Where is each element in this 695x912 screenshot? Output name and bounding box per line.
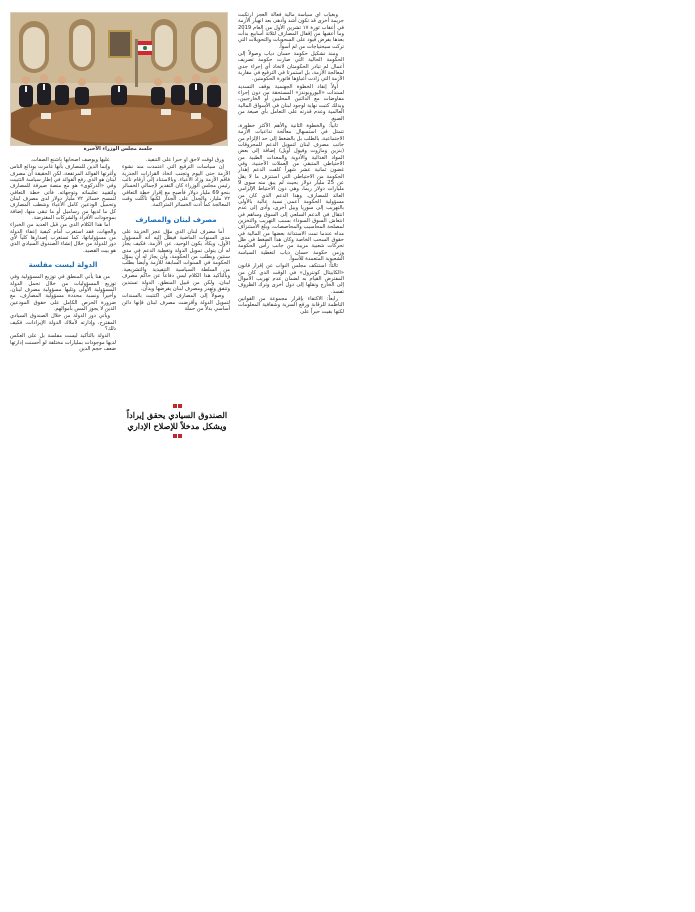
paragraph: ومنذ تشكيل حكومة حسان دياب وصولاً إلى الحكومة الحالية التي صارت حكومة تصريف أعمال لم تبادر الحكومتان لاتخاذ أي إجراء جدي لمعالجة الأزمة، بل استمرتا في الترقيع في مقاربة الأزمة التي زادت أعباؤها فاتورة الحكومتين. <box>238 51 344 83</box>
meeting-photo-illustration <box>11 13 227 145</box>
section-subheading: الدولة ليست مفلسة <box>28 261 98 270</box>
paragraph: أولاً إنقاذ الخطوة الجهنمية بوقف التسديد لسندات «اليوروبوندز» المستحقة من دون إجراء مفاوضات مع الدائنين المحليين أو الخارجيين، وبذلك كتبت نهاية لوجود لبنان في الأسواق المالية العالمية وعدم قدرته على التعامل بأي صيغة من الصيغ. <box>238 83 344 122</box>
article-column-left <box>10 157 116 457</box>
paragraph: عليها ويوصف أصحابها بأشنع الصفات. <box>30 157 110 163</box>
paragraph: أما هذا الكلام الذي من قبل العديد من الخبراء والجهات، فقد استغرب أمام كيفية إعفاء الدولة من مسؤولياتها، كما تستغرب إصدارها كلياً لأي دور للدولة من خلال إنشاء الصندوق السيادي الذي هو بيت القصيد. <box>10 222 116 254</box>
paragraph: ويأتي دور الدولة من خلال الصندوق السيادي المقترح، وإدارته لأملاك الدولة الإيرادات، فكيف ذلك؟ <box>10 313 116 332</box>
section-subheading: مصرف لبنان والمصارف <box>135 215 217 224</box>
paragraph: أما مصرف لبنان الذي موّل عجز الخزينة على مدى السنوات الماضية فيظل إليه أنه المسؤول الأول، ويكاد يكون الوحيد، عن الأزمة، فكيف يجاز له أن يتولى تمويل الدولة وتغطية الدعم في مدى سنتين وبطلب من الحكومة، وأن يجاز له أن يموّل الحكومة في السنوات السابقة للأزمة وأيضاً بطلب من السلطة السياسية التنفيذية والتشريعية. وبالتأكيد هذا الكلام ليس دفاعاً عن حاكم مصرف لبنان، ولكن من قبيل المنطق. الدولة تستدين وتنفق وتهدر ومصرف لبنان يقرضها ويدان. <box>122 228 230 292</box>
paragraph: ورق لوقت لاحق أو حبراً على التنفيذ. <box>145 157 224 163</box>
paragraph: وبغياب أي سياسة مالية فعالة العجز ارتكبت جريمة أخرى قد تكون أشد وأدهى بعد انهيار الأزمة في أعقاب ثورة ١٧ تشرين الأول من العام 2019 وما أعقبها من إقفال المصارف لثلاثة أسابيع بدأت بعدها بفرض قيود على السحوبات والتحويلات التي تركت سيحتياجات من لم أسوأ. <box>238 12 344 50</box>
paragraph: وصولاً إلى المصارف التي اكتتبت بالسندات لتمويل الدولة وأقرضت مصرف لبنان فإنها دائن أساسي بدلاً من حملة <box>122 293 230 312</box>
paragraph: ثانياً: والخطوة الثانية والأهم الأكثر خطورة، تتمثل في استسهال معالجة تداعيات الأزمة الاجتماعية، بالطلب بل بالضغط إلى حد الإلزام من جانب مصرف لبنان لتمويل الدعم للمحروقات (بنزين ومازوت وفيول أويل) إضافة إلى بعض المواد الغذائية والأدوية والمعدات الطبية من الاحتياطي المتبقي من العملات الأجنبية، وفي غضون ثمانية عشر شهراً كلفت الدعم إهدار الحكومة من الاحتياطي التي استنزف ما لا يقل عن 25 مليار دولار بحيث لم يبق منه سوى 9 مليارات دولار ربما، وهي دون الاحتياط الإلزامي العائد للمصارف. وهذا الدعم الذي كان من مسؤولية الحكومة أعمى نسبة عالية بالأولى بالتهريب إلى سوريا وبيل أخرى، وأدى إلى عدم انتقال في الدعم السلعي إلى السوق وساهم في انتعاش السوق السوداء بسبب التهريب والتخزين لمصلحة المحاسيب والمحاصصات، وبلغ الاستنزاف مداه عندما تمت الاستدانة بعضها من المالية في حقوق السحب الخاصة وكان هذا الضغط في ظل تحركات شعبية مريبة من جانب رأس الحكومة وزمن حكومة حسان دياب لتغطية السياسة الشعبوية المتعمدة للأسوأ. <box>238 122 344 263</box>
paragraph: إن سياسات الترقيع التي اعتمدت منذ نشوء الأزمة حتى اليوم وتجنب اتخاذ القرارات الجذرية فاقم الأزمة وزاد الأعباء. وبالاستناد إلى أرقام نائب رئيس مجلس الوزراء كان التقدير لإجمالي الخسائر بنحو 69 مليار دولار فأصبح مع إقرار خطة التعافي ٧٢ مليار، والجدل على الجدار لكنها تأكّلت وقت المعالجة كما أدت الخسائر المتراكمة. <box>122 164 230 209</box>
quote-marker-bottom <box>122 434 232 438</box>
pull-quote <box>122 402 232 440</box>
pull-quote-text: الصندوق السيادي يحقق إيراداً ويشكل مدخلاً للإصلاح الإداري <box>126 410 228 431</box>
article-column-right <box>238 12 344 454</box>
paragraph: من هنا يأتي المنطق في توزيع المسؤولية وفي توزيع المسؤوليات من خلال تحمل الدولة المسؤولية الأولى وتليها مسؤولية مصرف لبنان، وأخيراً ونسبة محددة مسؤولية المصارف، مع ضرورة الحرص الكامل على حقوق المودعين الذين لا يجوز المس بأموالهم. <box>10 274 116 312</box>
paragraph: وإنما الدين للمصارف بأنها غامرت بودائع الناس وأغرتها الفوائد المرتفعة، لكن الحقيقة أن مصرف لبنان هو الذي رفع الفوائد في إطار سياسة التثبيت وفي «الدركوى» هو مع منصة صيرفة للمصارف ولتقييد تعليماته وتوجهاته. فأتى خطة التعافي لتمسح خسائر ٧٢ مليار دولار لدى مصرف لبنان وتحميل الودعين كامل الأعباء وشطب المصارف كل ما لديها من رساميل أو ما تبقى منها، إضافة بموجودات الأفراد والشركات المقترضة. <box>10 164 116 222</box>
cabinet-meeting-photo <box>10 12 228 146</box>
photo-caption: جلسة مجلس الوزراء الأخيرة <box>83 146 153 152</box>
article-column-middle <box>122 157 230 397</box>
paragraph: الدولة بالتأكيد ليست مفلسة بل على العكس لديها موجودات بمليارات مختلفة لو أحسنت إدارتها ضعف حجم الدين <box>10 333 116 352</box>
paragraph: رابعاً: الاكتفاء بإقرار مجموعة من القوانين الناظمة للرقابة ورفع السرية وشفافية المعلومات لكنها بقيت حبراً على <box>238 296 344 315</box>
paragraph: ثالثاً: استنكف مجلس النواب عن إقرار قانون «الكابيتال كونترول» في الوقت الذي كان من المفترض القيام به لضمان عدم تهريب الأموال إلى الخارج ونقلها إلى دول أخرى وترك الظروف تفسد. <box>238 263 344 295</box>
quote-marker-top <box>122 404 232 408</box>
